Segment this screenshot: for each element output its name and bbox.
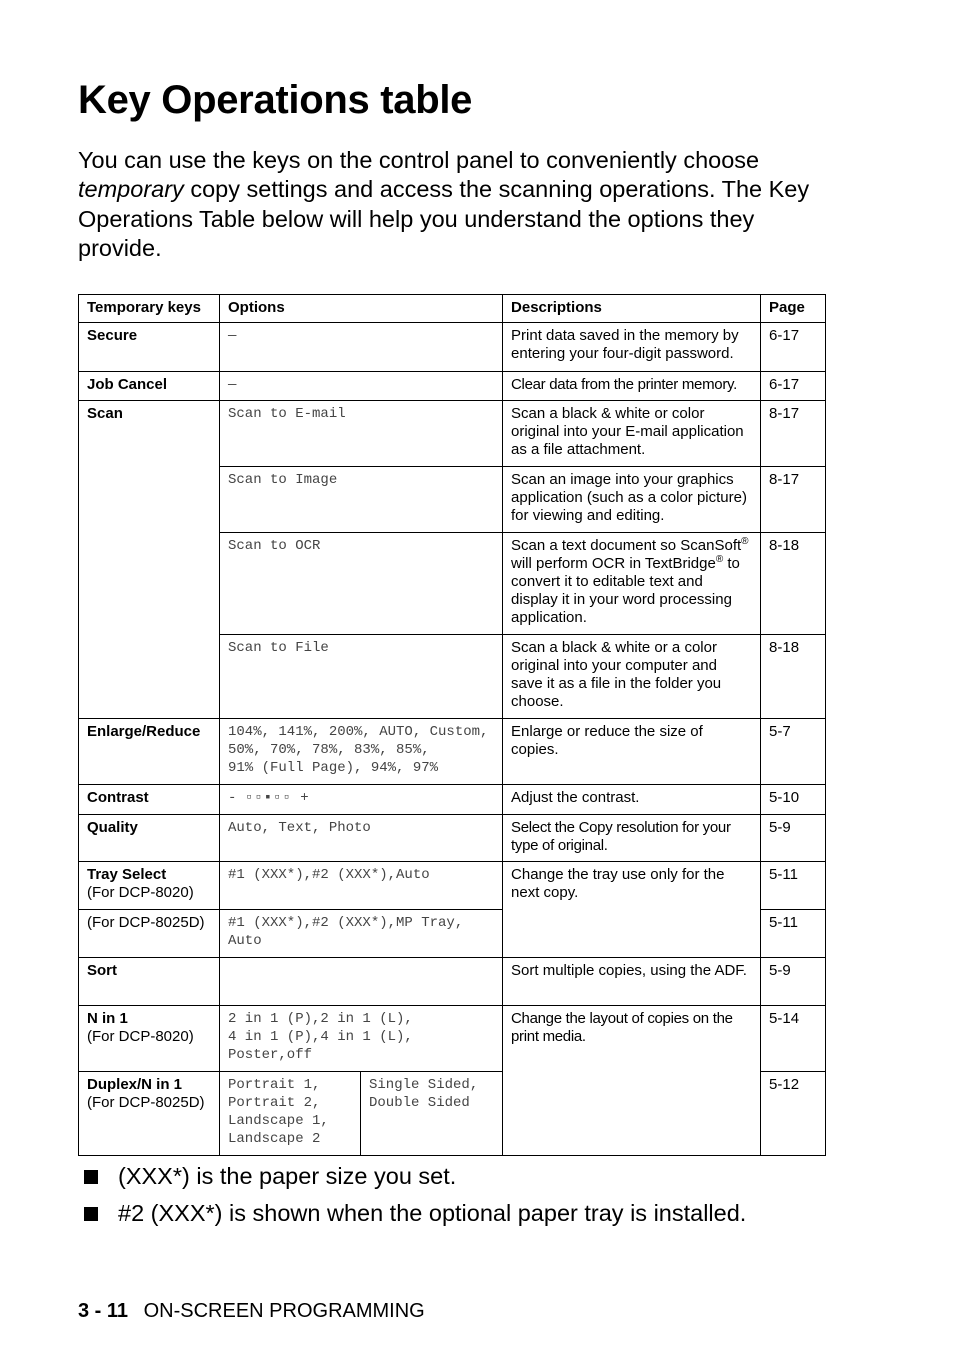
desc-secure: Print data saved in the memory by entering your four-digit password. <box>503 323 761 372</box>
option-nin1 <box>220 1006 503 1072</box>
table-row-nin1 <box>79 1006 826 1072</box>
page-title: Key Operations table <box>78 78 473 122</box>
option-duplex-layouts <box>220 1072 361 1156</box>
model-tray-8020: (For DCP-8020) <box>87 884 194 901</box>
key-nin1: N in 1 <box>87 1010 128 1027</box>
desc-contrast: Adjust the contrast. <box>503 785 761 815</box>
section-name: ON-SCREEN PROGRAMMING <box>143 1300 425 1322</box>
key-scan: Scan <box>87 405 123 422</box>
option-enlarge-line-2: 50%, 70%, 78%, 83%, 85%, <box>228 742 430 758</box>
intro-paragraph <box>78 146 838 263</box>
key-enlarge: Enlarge/Reduce <box>87 723 201 740</box>
intro-emphasis: temporary <box>78 176 184 203</box>
duplex-layout-item: Portrait 2, <box>228 1095 321 1111</box>
option-nin1-line-1: 2 in 1 (P),2 in 1 (L), <box>228 1011 413 1027</box>
page-sort: 5-9 <box>761 958 826 1006</box>
registered-mark-2: ® <box>715 554 724 565</box>
key-contrast: Contrast <box>87 789 149 806</box>
option-quality: Auto, Text, Photo <box>220 815 503 862</box>
intro-text-1: You can use the keys on the control panel to conveniently choose <box>78 147 760 173</box>
note-item <box>82 1158 746 1195</box>
key-sort: Sort <box>87 962 117 979</box>
page-footer <box>78 1300 425 1323</box>
page-secure: 6-17 <box>761 323 826 372</box>
table-row-enlarge <box>79 719 826 785</box>
page-duplex: 5-12 <box>761 1072 826 1156</box>
table-row-tray-8020 <box>79 862 826 910</box>
note-text: #2 (XXX*) is shown when the optional paper tray is installed. <box>118 1200 747 1226</box>
option-tray-8020: #1 (XXX*),#2 (XXX*),Auto <box>220 862 503 910</box>
key-secure: Secure <box>87 327 138 344</box>
option-job-cancel: — <box>220 372 503 401</box>
desc-nin1: Change the layout of copies on the print media. <box>503 1006 761 1156</box>
desc-scan-email: Scan a black & white or color original into your E-mail application as a file attachment. <box>503 401 761 467</box>
option-nin1-line-2: 4 in 1 (P),4 in 1 (L), <box>228 1029 413 1045</box>
option-scan-ocr: Scan to OCR <box>220 533 503 635</box>
contrast-minus: - <box>228 790 237 806</box>
table-row-sort <box>79 958 826 1006</box>
duplex-layout-item: Portrait 1, <box>228 1077 321 1093</box>
desc-tray: Change the tray use only for the next copy. <box>503 862 761 958</box>
page-quality: 5-9 <box>761 815 826 862</box>
key-tray-select: Tray Select <box>87 866 167 883</box>
table-row-job-cancel <box>79 372 826 401</box>
duplex-side-item: Single Sided, <box>369 1077 479 1093</box>
table-header-row <box>79 295 826 323</box>
square-bullet-icon <box>84 1170 98 1184</box>
desc-enlarge: Enlarge or reduce the size of copies. <box>503 719 761 785</box>
page-tray-8025d: 5-11 <box>761 910 826 958</box>
page-scan-image: 8-17 <box>761 467 826 533</box>
desc-scan-ocr <box>503 533 761 635</box>
option-scan-file: Scan to File <box>220 635 503 719</box>
note-item <box>82 1195 746 1232</box>
model-duplex: (For DCP-8025D) <box>87 1094 205 1111</box>
option-enlarge <box>220 719 503 785</box>
page-scan-ocr: 8-18 <box>761 533 826 635</box>
page-number: 3 - 11 <box>78 1300 129 1322</box>
option-tray-8025d-line-2: Auto <box>228 933 262 949</box>
table-row-scan-email <box>79 401 826 467</box>
option-secure: — <box>220 323 503 372</box>
option-scan-email: Scan to E-mail <box>220 401 503 467</box>
contrast-scale-icon: ▫▫▪▫▫ <box>244 790 292 806</box>
duplex-layout-item: Landscape 2 <box>228 1131 321 1147</box>
duplex-layout-item: Landscape 1, <box>228 1113 329 1129</box>
key-duplex: Duplex/N in 1 <box>87 1076 183 1093</box>
desc-scan-image: Scan an image into your graphics application (such as a color picture) for viewing and editing. <box>503 467 761 533</box>
key-quality: Quality <box>87 819 138 836</box>
header-options: Options <box>220 295 503 323</box>
option-sort <box>220 958 503 1006</box>
page-enlarge: 5-7 <box>761 719 826 785</box>
note-text: (XXX*) is the paper size you set. <box>118 1163 457 1189</box>
page-tray-8020: 5-11 <box>761 862 826 910</box>
desc-scan-file: Scan a black & white or a color original into your computer and save it as a file in the folder you choose. <box>503 635 761 719</box>
desc-sort: Sort multiple copies, using the ADF. <box>503 958 761 1006</box>
header-page: Page <box>761 295 826 323</box>
page-contrast: 5-10 <box>761 785 826 815</box>
page-scan-file: 8-18 <box>761 635 826 719</box>
option-duplex-sides <box>361 1072 503 1156</box>
notes-list <box>82 1158 746 1232</box>
contrast-plus: + <box>300 790 309 806</box>
desc-scan-ocr-a: Scan a text document so ScanSoft <box>511 537 742 554</box>
desc-job-cancel: Clear data from the printer memory. <box>503 372 761 401</box>
intro-text-2: copy settings and access the scanning operations. The Key Operations Table below will help you understand the options they provide. <box>78 176 810 261</box>
page-nin1: 5-14 <box>761 1006 826 1072</box>
key-operations-table <box>78 294 826 1156</box>
model-tray-8025d: (For DCP-8025D) <box>87 914 205 931</box>
page-scan-email: 8-17 <box>761 401 826 467</box>
option-nin1-line-3: Poster,off <box>228 1047 313 1063</box>
header-descriptions: Descriptions <box>503 295 761 323</box>
option-tray-8025d <box>220 910 503 958</box>
key-job-cancel: Job Cancel <box>87 376 168 393</box>
option-contrast <box>220 785 503 815</box>
registered-mark-1: ® <box>741 536 749 547</box>
duplex-side-item: Double Sided <box>369 1095 470 1111</box>
desc-quality: Select the Copy resolution for your type of original. <box>503 815 761 862</box>
desc-scan-ocr-c: to convert it to editable text and display it in your word processing application. <box>511 555 740 626</box>
desc-scan-ocr-b: will perform OCR in TextBridge <box>511 555 716 572</box>
page-job-cancel: 6-17 <box>761 372 826 401</box>
option-enlarge-line-3: 91% (Full Page), 94%, 97% <box>228 760 439 776</box>
model-nin1: (For DCP-8020) <box>87 1028 194 1045</box>
table-row-quality <box>79 815 826 862</box>
header-keys: Temporary keys <box>79 295 220 323</box>
option-scan-image: Scan to Image <box>220 467 503 533</box>
table-row-contrast <box>79 785 826 815</box>
square-bullet-icon <box>84 1207 98 1221</box>
option-tray-8025d-line-1: #1 (XXX*),#2 (XXX*),MP Tray, <box>228 915 464 931</box>
table-row-secure <box>79 323 826 372</box>
option-enlarge-line-1: 104%, 141%, 200%, AUTO, Custom, <box>228 724 489 740</box>
